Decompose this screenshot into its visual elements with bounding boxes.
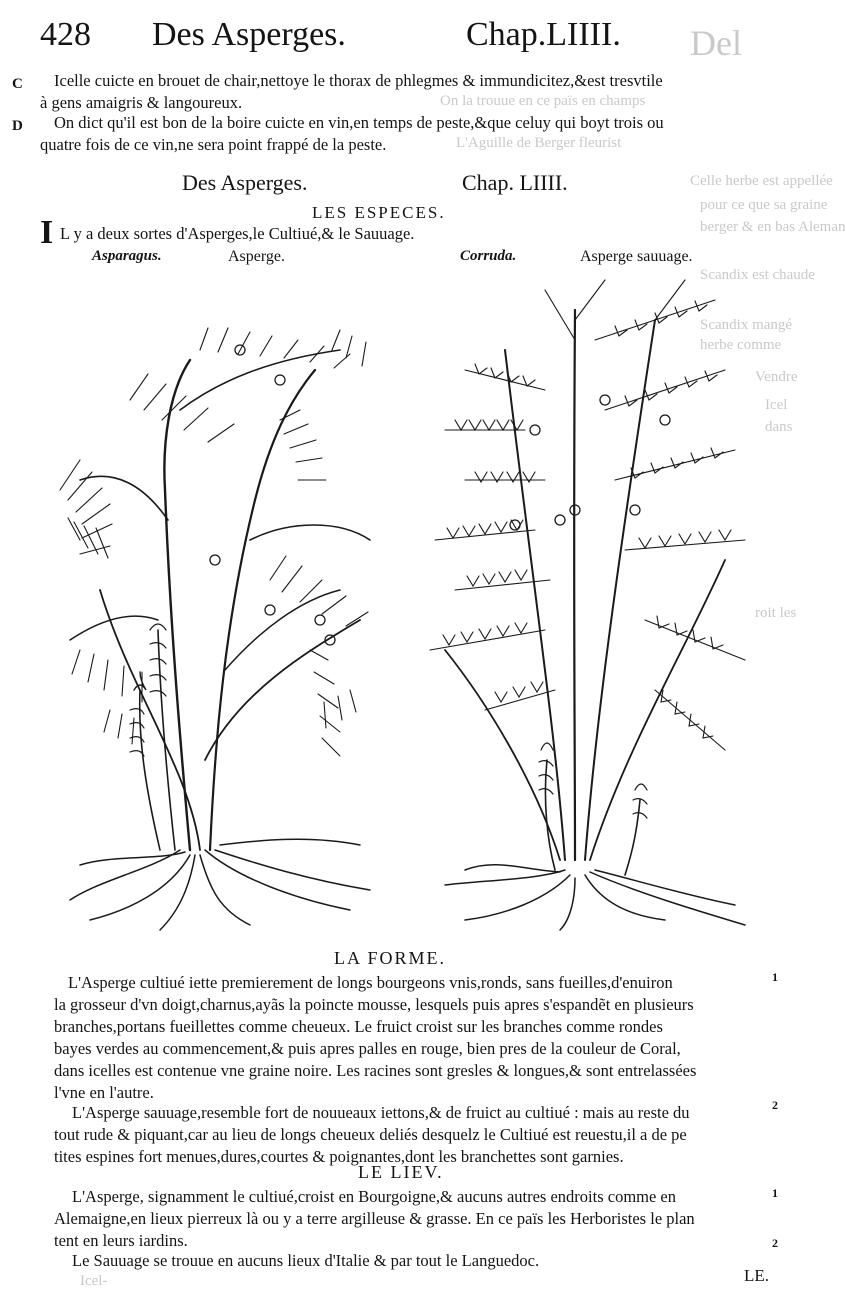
running-chapter: Chap.LIIII.: [466, 16, 621, 53]
woodcut-wild-asparagus: [425, 280, 755, 930]
paragraph-lieu-wild: Le Sauuage se trouue en aucuns lieux d'Italie & par tout le Languedoc.: [72, 1251, 540, 1270]
catchword: LE.: [744, 1266, 770, 1285]
show-through-footer: Icel-: [80, 1273, 108, 1289]
text-line: la grosseur d'vn doigt,charnus,ayãs la poincte mousse, lesquels puis apres s'espandẽt en plusieurs: [54, 995, 694, 1014]
margin-note-2-lieu: 2: [772, 1236, 778, 1250]
show-through-line: pour ce que sa graine: [700, 197, 828, 213]
show-through-line: Scandix est chaude: [700, 267, 815, 283]
show-through-line: dans: [765, 419, 793, 435]
page-number: 428: [40, 16, 91, 53]
text-line: L'Asperge sauuage,resemble fort de nouueaux iettons,& de fruict au cultiué : mais au reste du: [72, 1103, 690, 1122]
text-line: tites espines fort menues,dures,courtes & poignantes,dont les branchettes sont garnies.: [54, 1147, 624, 1166]
text-line: tout rude & piquant,car au lieu de longs cheueux deliés desquelz le Cultiué est reuestu,il a de pe: [54, 1125, 687, 1144]
paragraph-d: [40, 112, 785, 156]
woodcut-cultivated-asparagus: [40, 290, 400, 930]
section-heading-forme: LA FORME.: [334, 948, 447, 968]
paragraph-forme-cultivated: [54, 972, 769, 1104]
paragraph-lieu-cultivated: [54, 1186, 769, 1252]
text-line: L'Asperge, signamment le cultiué,croist en Bourgoigne,& aucuns autres endroits comme en: [72, 1187, 677, 1206]
show-through-line: roit les: [755, 605, 797, 621]
figure-label-french-right: Asperge sauuage.: [580, 248, 693, 265]
chapter-number: Chap. LIIII.: [462, 170, 568, 195]
chapter-title: Des Asperges.: [182, 170, 308, 195]
show-through-line: Scandix mangé: [700, 317, 793, 333]
show-through-line: Vendre: [755, 369, 798, 385]
margin-note-2: 2: [772, 1098, 778, 1112]
paragraph-forme-wild: [54, 1102, 769, 1168]
figure-label-latin-right: Corruda.: [460, 248, 517, 264]
margin-note-1: 1: [772, 970, 778, 984]
text-line: bayes verdes au commencement,& puis apres palles en rouge, bien pres de la couleur de Coral,: [54, 1039, 681, 1058]
text-line: L'Asperge cultiué iette premierement de longs bourgeons vnis,ronds, sans fueilles,d'enuiron: [68, 973, 673, 992]
show-through-line: berger & en bas Aleman: [700, 219, 846, 235]
margin-letter-c: C: [12, 76, 23, 92]
show-through-line: L'Aguille de Berger fleurist: [456, 135, 622, 151]
running-title: Des Asperges.: [152, 16, 346, 53]
text-line: quatre fois de ce vin,ne sera point frappé de la peste.: [40, 135, 387, 154]
show-through-line: Icel: [765, 397, 788, 413]
figure-label-french-left: Asperge.: [228, 248, 286, 265]
show-through-line: herbe comme: [700, 337, 782, 353]
text-line: à gens amaigris & langoureux.: [40, 93, 243, 112]
drop-initial: I: [40, 214, 54, 251]
section-heading-lieu: LE LIEV.: [358, 1162, 444, 1182]
section-heading-especes: LES ESPECES.: [312, 203, 446, 222]
text-line: On dict qu'il est bon de la boire cuicte en vin,en temps de peste,&que celuy qui boyt trois ou: [54, 113, 664, 132]
text-line: l'vne en l'autre.: [54, 1083, 154, 1102]
margin-note-1-lieu: 1: [772, 1186, 778, 1200]
paragraph-c: [40, 70, 785, 114]
show-through-top-right: Del: [690, 23, 742, 63]
text-line: Icelle cuicte en brouet de chair,nettoye le thorax de phlegmes & immundicitez,&est tresvtile: [54, 71, 663, 90]
figure-label-latin-left: Asparagus.: [92, 248, 162, 264]
opening-sentence: L y a deux sortes d'Asperges,le Cultiué,& le Sauuage.: [60, 224, 415, 243]
text-line: Alemaigne,en lieux pierreux là ou y a terre argilleuse & grasse. En ce païs les Herboristes le plan: [54, 1209, 695, 1228]
text-line: tent en leurs iardins.: [54, 1231, 188, 1250]
show-through-line: Celle herbe est appellée: [690, 173, 833, 189]
margin-letter-d: D: [12, 118, 23, 134]
show-through-line: On la trouue en ce païs en champs: [440, 93, 646, 109]
text-line: dans icelles est contenue vne graine noire. Les racines sont gresles & longues,& sont entrelassées: [54, 1061, 697, 1080]
text-line: branches,portans fueillettes comme cheueux. Le fruict croist sur les branches comme rondes: [54, 1017, 663, 1036]
